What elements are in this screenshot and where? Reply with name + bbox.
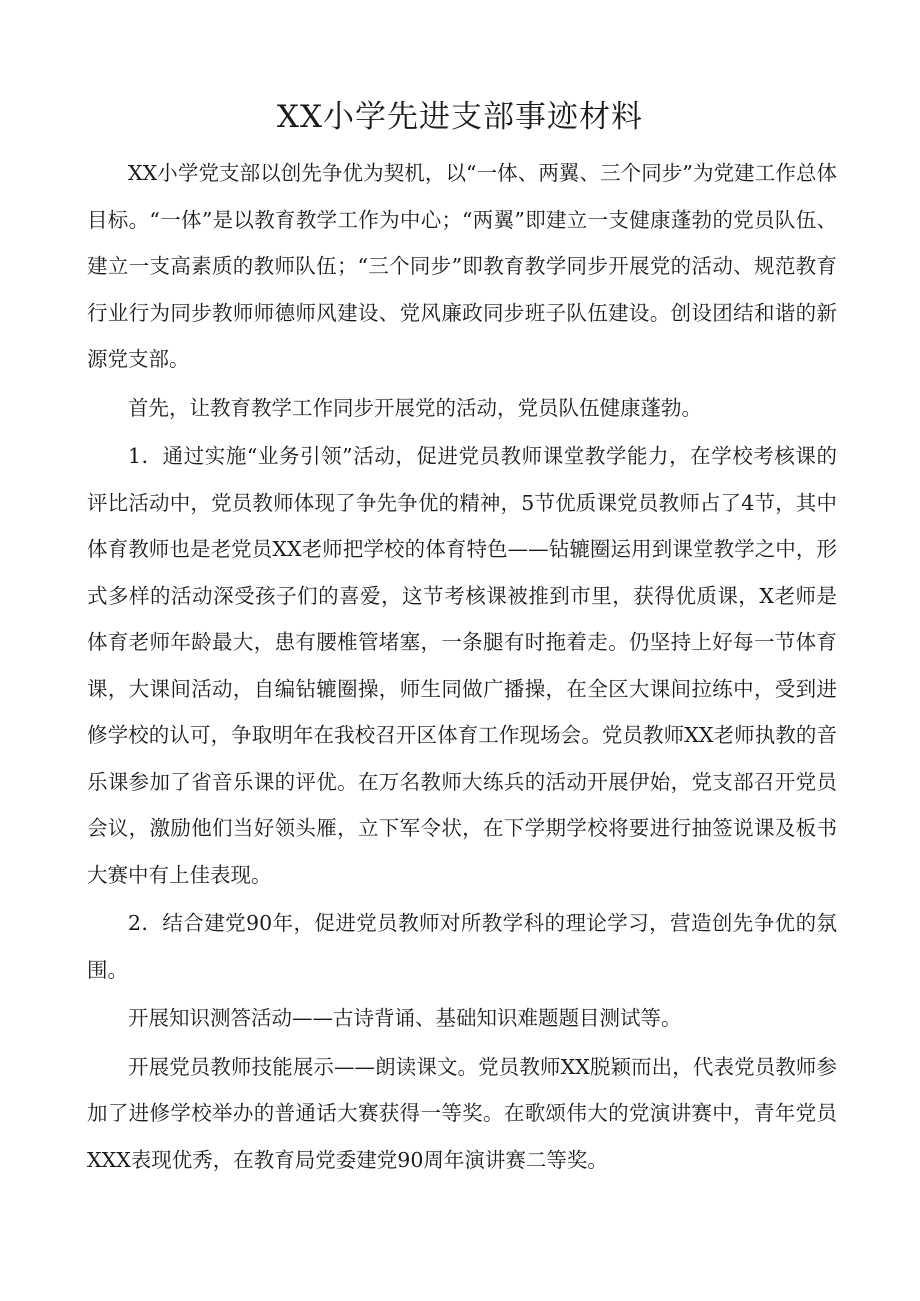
paragraph-intro: XX小学党支部以创先争优为契机，以“一体、两翼、三个同步”为党建工作总体目标。“一体”是以教育教学工作为中心；“两翼”即建立一支健康蓬勃的党员队伍、建立一支高素质的教师队伍；“三个同步”即教育教学同步开展党的活动、规范教育行业行为同步教师师德师风建设、党风廉政同步班子队伍建设。创设团结和谐的新源党支部。	[87, 161, 837, 371]
paragraph-first-point: 首先，让教育教学工作同步开展党的活动，党员队伍健康蓬勃。	[128, 395, 702, 420]
paragraph-item-2: 2．结合建党90年，促进党员教师对所教学科的理论学习，营造创先争优的氛围。	[87, 911, 837, 982]
paragraph-skill-showcase: 开展党员教师技能展示——朗读课文。党员教师XX脱颖而出，代表党员教师参加了进修学校举办的普通话大赛获得一等奖。在歌颂伟大的党演讲赛中，青年党员XXX表现优秀，在教育局党委建党90周年演讲赛二等奖。	[87, 1054, 837, 1172]
document-body	[87, 150, 837, 1183]
paragraph-item-1: 1．通过实施“业务引领”活动，促进党员教师课堂教学能力，在学校考核课的评比活动中，党员教师体现了争先争优的精神，5节优质课党员教师占了4节，其中体育教师也是老党员XX老师把学校的体育特色——钻辘圈运用到课堂教学之中，形式多样的活动深受孩子们的喜爱，这节考核课被推到市里，获得优质课，X老师是体育老师年龄最大，患有腰椎管堵塞，一条腿有时拖着走。仍坚持上好每一节体育课，大课间活动，自编钻辘圈操，师生同做广播操，在全区大课间拉练中，受到进修学校的认可，争取明年在我校召开区体育工作现场会。党员教师XX老师执教的音乐课参加了省音乐课的评优。在万名教师大练兵的活动开展伊始，党支部召开党员会议，激励他们当好领头雁，立下军令状，在下学期学校将要进行抽签说课及板书大赛中有上佳表现。	[87, 444, 837, 887]
paragraph-quiz-activity: 开展知识测答活动——古诗背诵、基础知识难题题目测试等。	[128, 1006, 682, 1030]
document-title: XX小学先进支部事迹材料	[276, 99, 644, 135]
